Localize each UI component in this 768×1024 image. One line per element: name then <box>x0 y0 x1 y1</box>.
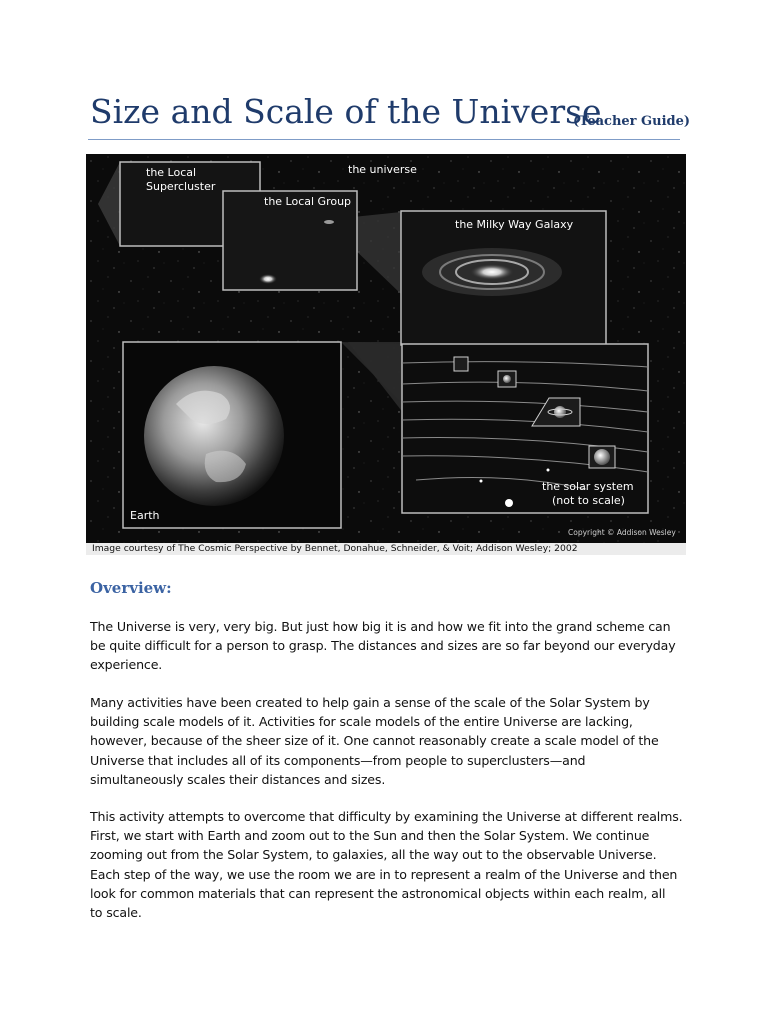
title-row <box>90 92 691 140</box>
galaxy-small-icon <box>324 220 334 224</box>
earth-globe-icon <box>144 366 284 506</box>
solar-system-label-line2: (not to scale) <box>552 494 625 507</box>
local-group-label: the Local Group <box>264 195 352 208</box>
paragraph-line: to scale. <box>90 905 142 921</box>
paragraph-line: Many activities have been created to help gain a sense of the scale of the Solar System by <box>90 695 650 710</box>
spiral-galaxy-icon <box>422 248 562 296</box>
overview-paragraph-3 <box>90 807 683 922</box>
milky-way-label: the Milky Way Galaxy <box>455 218 574 231</box>
paragraph-line: experience. <box>90 657 163 673</box>
universe-scale-illustration <box>86 154 686 543</box>
paragraph-line: look for common materials that can represent the astronomical objects within each realm, all <box>90 885 666 901</box>
paragraph-line: however, because of the sheer size of it. One cannot reasonably create a scale model of the <box>90 733 659 749</box>
universe-scale-figure <box>86 154 686 543</box>
overview-paragraph-1 <box>90 617 680 675</box>
page-subtitle: (Teacher Guide) <box>573 114 691 129</box>
jupiter-icon <box>594 449 610 465</box>
earth-label: Earth <box>130 509 160 522</box>
paragraph-line: This activity attempts to overcome that difficulty by examining the Universe at different realms. <box>90 809 683 824</box>
universe-label: the universe <box>348 163 417 176</box>
paragraph-line: Each step of the way, we use the room we are in to represent a realm of the Universe and then <box>90 866 678 882</box>
local-supercluster-label-line2: Supercluster <box>146 180 216 193</box>
page-title: Size and Scale of the Universe <box>90 92 602 131</box>
title-divider <box>88 139 680 140</box>
planet-box-inner <box>454 357 468 371</box>
overview-heading: Overview: <box>90 579 172 597</box>
paragraph-line: zooming out from the Solar System, to galaxies, all the way out to the observable Universe. <box>90 847 657 863</box>
paragraph-line: simultaneously scales their distances and sizes. <box>90 771 386 787</box>
solar-system-label-line1: the solar system <box>542 480 634 493</box>
copyright-label: Copyright © Addison Wesley <box>568 528 676 537</box>
paragraph-line: The Universe is very, very big. But just how big it is and how we fit into the grand scheme can <box>90 619 671 634</box>
figure-caption: Image courtesy of The Cosmic Perspective by Bennet, Donahue, Schneider, & Voit; Addison Wesley; 2002 <box>86 543 686 555</box>
galaxy-blob-icon <box>259 274 277 284</box>
mars-icon <box>503 375 511 383</box>
overview-paragraph-2 <box>90 693 680 789</box>
paragraph-line: Universe that includes all of its components—from people to superclusters—and <box>90 752 586 768</box>
paragraph-line: First, we start with Earth and zoom out to the Sun and then the Solar System. We continue <box>90 828 650 844</box>
paragraph-line: be quite difficult for a person to grasp. The distances and sizes are so far beyond our everyday <box>90 638 676 654</box>
local-supercluster-label-line1: the Local <box>146 166 197 179</box>
sun-icon <box>505 499 513 507</box>
paragraph-line: building scale models of it. Activities for scale models of the entire Universe are lacking, <box>90 714 633 730</box>
